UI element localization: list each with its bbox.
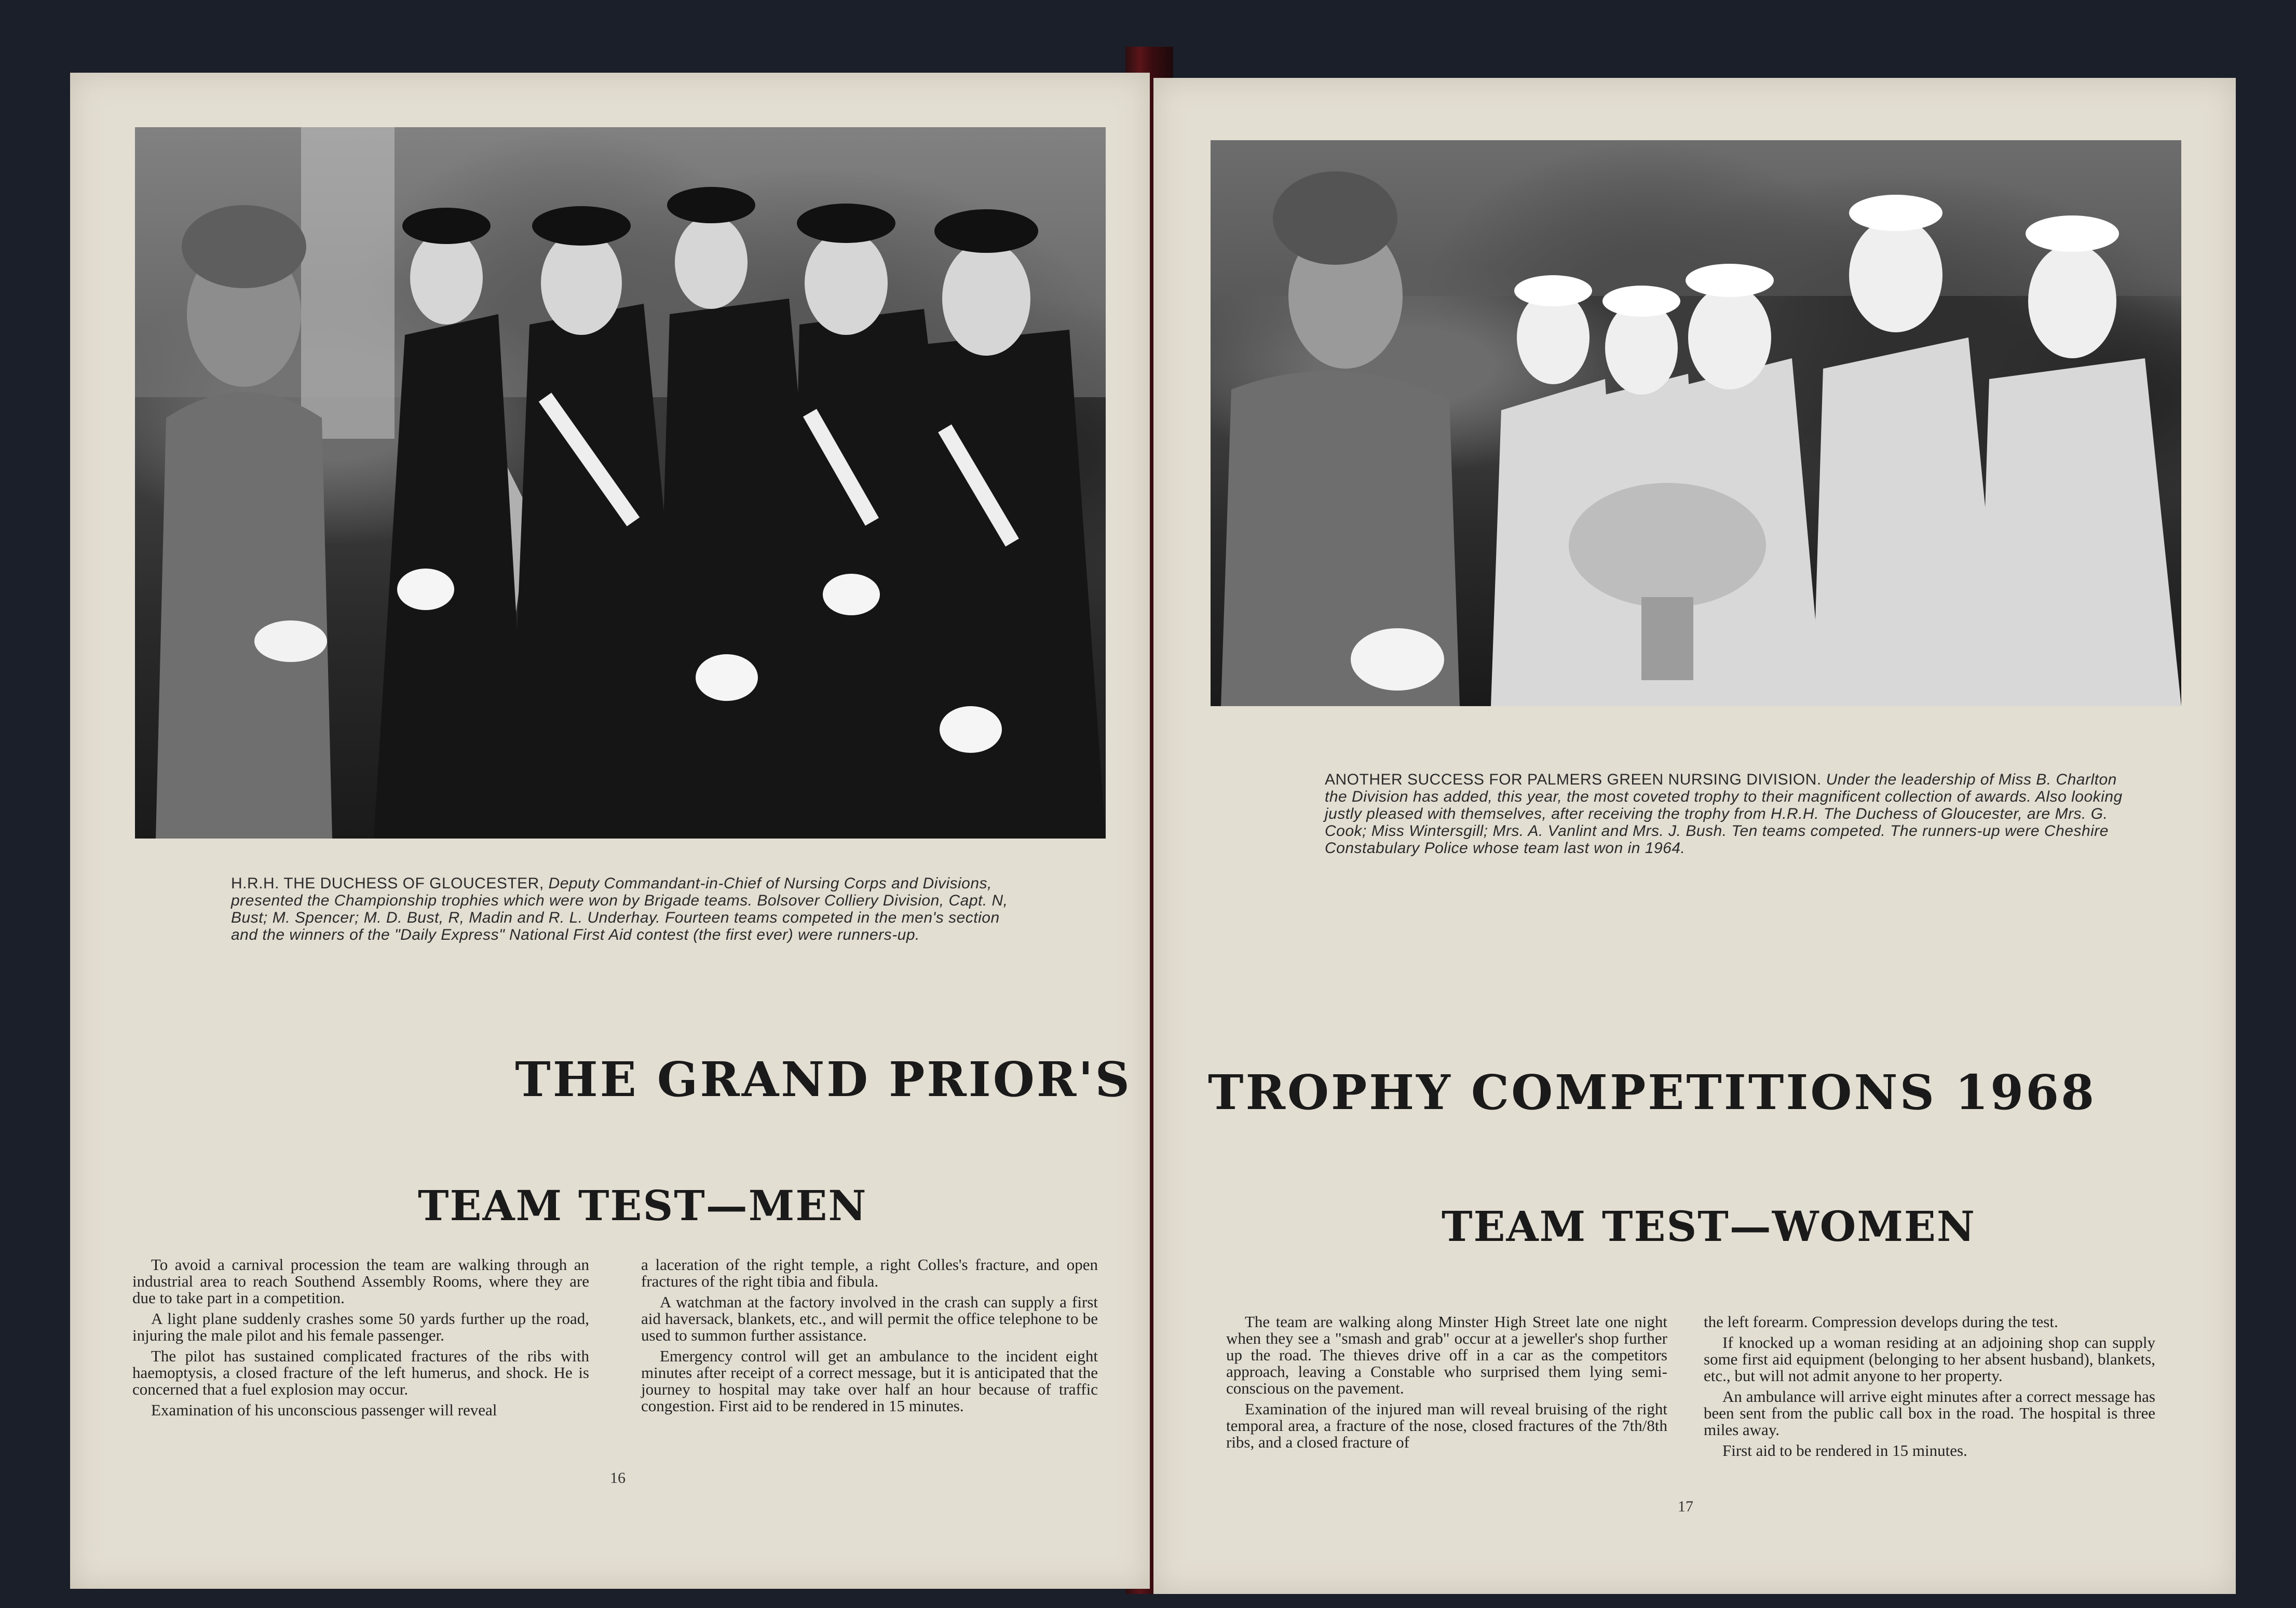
subhead-team-test-women: TEAM TEST—WOMEN: [1442, 1202, 1976, 1251]
headline-part-2: TROPHY COMPETITIONS 1968: [1208, 1064, 2097, 1120]
paragraph: An ambulance will arrive eight minutes after a correct message has been sent from the public call box in the road. The hospital is three miles away.: [1704, 1387, 2155, 1439]
paragraph: Examination of the injured man will reveal bruising of the right temporal area, a fracture of the nose, closed fractures of the 7th/8th ribs, and a closed fracture of: [1226, 1400, 1667, 1451]
page-number: 16: [610, 1469, 626, 1487]
photo-caption-right: [1325, 771, 2124, 857]
paragraph: First aid to be rendered in 15 minutes.: [1722, 1441, 1967, 1460]
photo-duchess-with-nursing-team: [1211, 140, 2181, 706]
paragraph: A watchman at the factory involved in the crash can supply a first aid haversack, blankets, etc., and will permit the office telephone to be used to summon further assistance.: [641, 1293, 1098, 1344]
paragraph: If knocked up a woman residing at an adjoining shop can supply some first aid equipment (belonging to her absent husband), blankets, etc., but will not admit anyone to her property.: [1704, 1333, 2155, 1385]
right-page: [1153, 78, 2236, 1594]
paragraph: To avoid a carnival procession the team are walking through an industrial area to reach Southend Assembly Rooms, where they are due to take part in a competition.: [132, 1255, 589, 1307]
article-column-1: [1226, 1314, 1667, 1455]
paragraph: Emergency control will get an ambulance to the incident eight minutes after receipt of a correct message, but it is anticipated that the journey to hospital may take over half an hour because of traffic congestion. First aid to be rendered in 15 minutes.: [641, 1347, 1098, 1415]
page-number: 17: [1678, 1498, 1693, 1515]
subhead-team-test-men: TEAM TEST—MEN: [418, 1181, 867, 1230]
article-column-2: [1704, 1314, 2155, 1463]
paragraph: a laceration of the right temple, a right Colles's fracture, and open fractures of the right tibia and fibula.: [641, 1255, 1098, 1290]
paragraph: A light plane suddenly crashes some 50 yards further up the road, injuring the male pilot and his female passenger.: [132, 1309, 589, 1344]
photo-duchess-with-brigade-team: [135, 127, 1106, 839]
caption-lead: H.R.H. THE DUCHESS OF GLOUCESTER,: [231, 875, 544, 892]
headline-part-1: THE GRAND PRIOR'S: [515, 1051, 1132, 1107]
article-column-1: [132, 1256, 589, 1423]
paragraph: Examination of his unconscious passenger will reveal: [151, 1401, 497, 1419]
caption-body: Under the leadership of Miss B. Charlton the Division has added, this year, the most coveted trophy to their magnificent collection of awards. Also looking justly pleased with themselves, after receiving the trophy from H.R.H. The Duchess of Gloucester, are Mrs. G. Cook; Miss Wintersgill; Mrs. A. Vanlint and Mrs. J. Bush. Ten teams competed. The runners-up were Cheshire Constabulary Police whose team last won in 1964.: [1325, 771, 2123, 857]
left-page: [70, 73, 1150, 1589]
paragraph: The pilot has sustained complicated fractures of the ribs with haemoptysis, a closed fracture of the left humerus, and shock. He is concerned that a fuel explosion may occur.: [132, 1347, 589, 1398]
caption-body: Deputy Commandant-in-Chief of Nursing Corps and Divisions, presented the Championship trophies which were won by Brigade teams. Bolsover Colliery Division, Capt. N, Bust; M. Spencer; M. D. Bust, R, Madin and R. L. Underhay. Fourteen teams competed in the men's section and the winners of the "Daily Express" National First Aid contest (the first ever) were runners-up.: [231, 875, 1008, 943]
paragraph: The team are walking along Minster High Street late one night when they see a "smash and grab" occur at a jeweller's shop further up the road. The thieves drive off in a car as the competitors approach, leaving a Constable who surprised them lying semi-conscious on the pavement.: [1226, 1313, 1667, 1397]
paragraph: the left forearm. Compression develops during the test.: [1704, 1313, 2058, 1331]
photo-caption-left: [231, 875, 1025, 943]
caption-lead: ANOTHER SUCCESS FOR PALMERS GREEN NURSING DIVISION.: [1325, 771, 1822, 788]
article-column-2: [641, 1256, 1098, 1418]
